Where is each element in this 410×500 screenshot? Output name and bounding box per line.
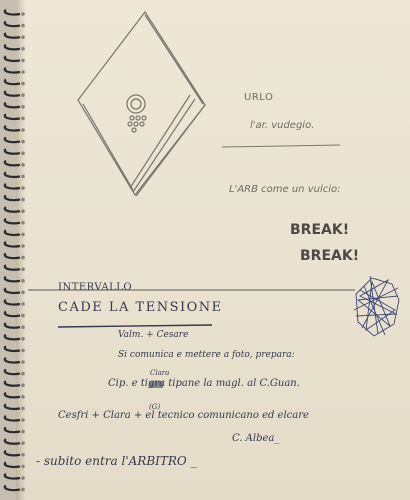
break-text-1: BREAK!	[290, 222, 350, 238]
note-line-2: Si comunica e mettere a foto, prepara:	[118, 350, 295, 360]
urlo-subnote: l'ar. vudegio.	[250, 120, 315, 131]
arb-note: L'ARB come un vulcio:	[229, 184, 341, 195]
note-line-1: Valm. + Cesare	[118, 330, 189, 340]
urlo-heading: URLO	[244, 92, 274, 103]
note-line-3: Cip. e tigra tipane la magl. al C.Guan.	[108, 378, 300, 389]
cade-tensione-title: CADE LA TENSIONE	[58, 300, 223, 315]
intervallo-label: INTERVALLO	[58, 282, 133, 293]
pencil-rule	[222, 145, 340, 147]
note-line-3-insert: Clara	[150, 369, 170, 377]
scribble-doodle	[354, 276, 399, 336]
ball-icon	[127, 95, 146, 132]
title-underline	[58, 325, 212, 327]
note-line-4: Cesfri + Clara + el tecnico comunicano ed elcare	[58, 410, 309, 421]
break-text-2: BREAK!	[300, 248, 360, 264]
note-line-6: - subito entra l'ARBITRO _	[36, 454, 197, 468]
note-line-5: C. Albea_	[232, 433, 280, 444]
note-line-4-sup: (G)	[149, 403, 161, 411]
